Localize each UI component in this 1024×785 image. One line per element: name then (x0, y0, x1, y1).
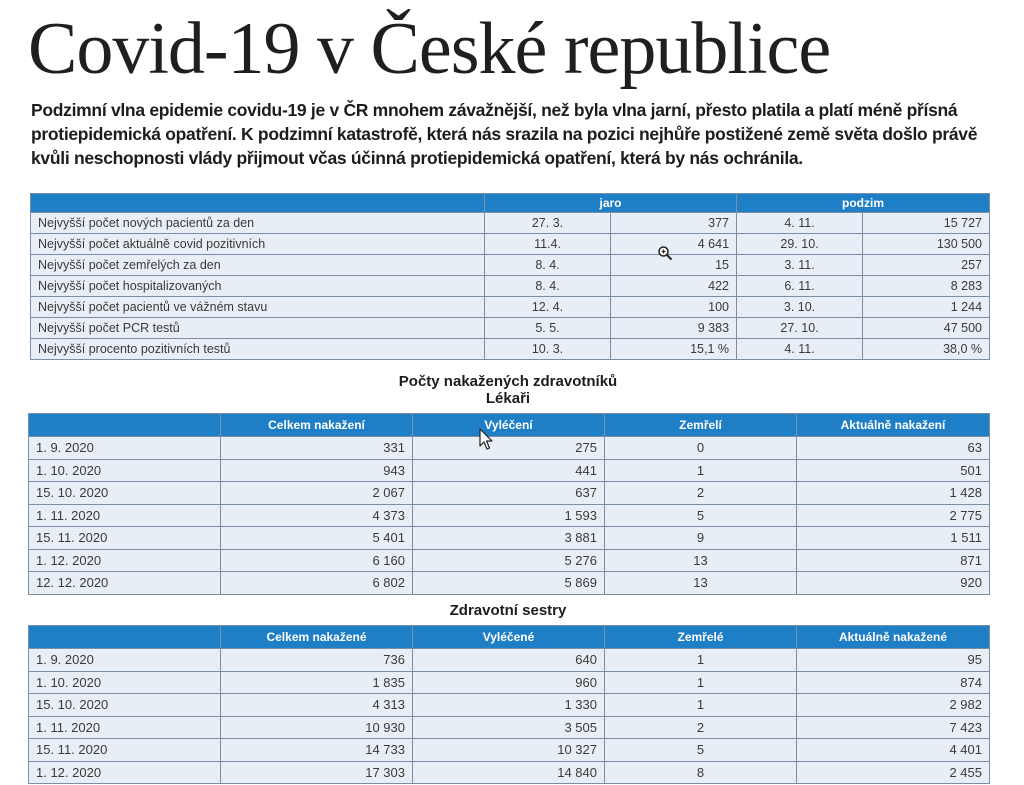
spring-date: 8. 4. (485, 276, 611, 297)
nurses-row (29, 739, 990, 762)
spring-date: 5. 5. (485, 318, 611, 339)
died-cell: 1 (605, 694, 797, 717)
header-total: Celkem nakažené (221, 626, 413, 649)
recovered-cell: 14 840 (413, 761, 605, 784)
active-cell: 2 982 (797, 694, 990, 717)
date-cell: 15. 11. 2020 (29, 739, 221, 762)
metric-label: Nejvyšší počet pacientů ve vážném stavu (31, 297, 485, 318)
date-cell: 15. 10. 2020 (29, 482, 221, 505)
spring-date: 10. 3. (485, 339, 611, 360)
recovered-cell: 1 330 (413, 694, 605, 717)
spring-value: 422 (611, 276, 737, 297)
autumn-date: 29. 10. (737, 234, 863, 255)
comparison-header-row (31, 194, 990, 213)
active-cell: 501 (797, 459, 990, 482)
date-cell: 15. 11. 2020 (29, 527, 221, 550)
active-cell: 920 (797, 572, 990, 595)
total-cell: 6 160 (221, 549, 413, 572)
active-cell: 1 511 (797, 527, 990, 550)
nurses-row (29, 649, 990, 672)
metric-label: Nejvyšší procento pozitivních testů (31, 339, 485, 360)
total-cell: 736 (221, 649, 413, 672)
total-cell: 943 (221, 459, 413, 482)
died-cell: 5 (605, 504, 797, 527)
spring-value: 9 383 (611, 318, 737, 339)
header-died: Zemřelí (605, 414, 797, 437)
comparison-row (31, 297, 990, 318)
died-cell: 1 (605, 671, 797, 694)
recovered-cell: 960 (413, 671, 605, 694)
header-autumn: podzim (737, 194, 990, 213)
total-cell: 6 802 (221, 572, 413, 595)
comparison-row (31, 276, 990, 297)
header-active: Aktuálně nakažené (797, 626, 990, 649)
spring-value: 4 641 (611, 234, 737, 255)
died-cell: 13 (605, 572, 797, 595)
spring-date: 11.4. (485, 234, 611, 255)
recovered-cell: 1 593 (413, 504, 605, 527)
total-cell: 1 835 (221, 671, 413, 694)
doctors-row (29, 437, 990, 460)
header-total: Celkem nakažení (221, 414, 413, 437)
date-cell: 15. 10. 2020 (29, 694, 221, 717)
total-cell: 4 373 (221, 504, 413, 527)
autumn-value: 38,0 % (863, 339, 990, 360)
spring-value: 377 (611, 213, 737, 234)
autumn-value: 15 727 (863, 213, 990, 234)
date-cell: 1. 12. 2020 (29, 761, 221, 784)
metric-label: Nejvyšší počet aktuálně covid pozitivních (31, 234, 485, 255)
died-cell: 1 (605, 649, 797, 672)
comparison-row (31, 234, 990, 255)
comparison-row (31, 255, 990, 276)
spring-date: 27. 3. (485, 213, 611, 234)
active-cell: 4 401 (797, 739, 990, 762)
autumn-date: 6. 11. (737, 276, 863, 297)
died-cell: 9 (605, 527, 797, 550)
autumn-date: 3. 11. (737, 255, 863, 276)
active-cell: 871 (797, 549, 990, 572)
nurses-header-blank (29, 626, 221, 649)
metric-label: Nejvyšší počet zemřelých za den (31, 255, 485, 276)
total-cell: 2 067 (221, 482, 413, 505)
comparison-table (30, 193, 990, 360)
nurses-caption: Zdravotní sestry (449, 602, 567, 619)
spring-value: 15 (611, 255, 737, 276)
nurses-table (28, 625, 990, 784)
active-cell: 2 455 (797, 761, 990, 784)
date-cell: 1. 9. 2020 (29, 649, 221, 672)
date-cell: 1. 11. 2020 (29, 504, 221, 527)
date-cell: 1. 12. 2020 (29, 549, 221, 572)
autumn-value: 257 (863, 255, 990, 276)
recovered-cell: 275 (413, 437, 605, 460)
header-recovered: Vyléčené (413, 626, 605, 649)
date-cell: 1. 10. 2020 (29, 671, 221, 694)
spring-value: 100 (611, 297, 737, 318)
metric-label: Nejvyšší počet nových pacientů za den (31, 213, 485, 234)
header-recovered: Vyléčení (413, 414, 605, 437)
active-cell: 2 775 (797, 504, 990, 527)
doctors-row (29, 527, 990, 550)
doctors-header-row (29, 414, 990, 437)
died-cell: 1 (605, 459, 797, 482)
recovered-cell: 441 (413, 459, 605, 482)
died-cell: 0 (605, 437, 797, 460)
metric-label: Nejvyšší počet hospitalizovaných (31, 276, 485, 297)
active-cell: 63 (797, 437, 990, 460)
comparison-row (31, 213, 990, 234)
active-cell: 7 423 (797, 716, 990, 739)
autumn-value: 1 244 (863, 297, 990, 318)
autumn-date: 4. 11. (737, 339, 863, 360)
comparison-row (31, 339, 990, 360)
died-cell: 8 (605, 761, 797, 784)
recovered-cell: 3 505 (413, 716, 605, 739)
doctors-row (29, 504, 990, 527)
total-cell: 10 930 (221, 716, 413, 739)
total-cell: 4 313 (221, 694, 413, 717)
autumn-date: 27. 10. (737, 318, 863, 339)
died-cell: 13 (605, 549, 797, 572)
doctors-header-blank (29, 414, 221, 437)
doctors-row (29, 459, 990, 482)
autumn-value: 8 283 (863, 276, 990, 297)
total-cell: 5 401 (221, 527, 413, 550)
recovered-cell: 5 276 (413, 549, 605, 572)
total-cell: 14 733 (221, 739, 413, 762)
doctors-caption: Lékaři (485, 390, 531, 407)
header-active: Aktuálně nakažení (797, 414, 990, 437)
date-cell: 1. 10. 2020 (29, 459, 221, 482)
mouse-pointer-icon (479, 428, 495, 452)
active-cell: 874 (797, 671, 990, 694)
metric-label: Nejvyšší počet PCR testů (31, 318, 485, 339)
header-spring: jaro (485, 194, 737, 213)
doctors-table (28, 413, 990, 595)
spring-value: 15,1 % (611, 339, 737, 360)
total-cell: 17 303 (221, 761, 413, 784)
nurses-row (29, 694, 990, 717)
comparison-row (31, 318, 990, 339)
lead-paragraph: Podzimní vlna epidemie covidu-19 je v ČR mnohem závažnější, než byla vlna jarní, přesto platila a platí méně přísná protiepidemická opatření. K podzimní katastrofě, která nás srazila na pozici nejhůře postižené země světa došlo právě kvůli neschopnosti vlády přijmout včas účinná protiepidemická opatření, která by nás ochránila. (31, 100, 978, 168)
died-cell: 5 (605, 739, 797, 762)
autumn-value: 130 500 (863, 234, 990, 255)
nurses-header-row (29, 626, 990, 649)
autumn-value: 47 500 (863, 318, 990, 339)
header-died: Zemřelé (605, 626, 797, 649)
date-cell: 12. 12. 2020 (29, 572, 221, 595)
recovered-cell: 5 869 (413, 572, 605, 595)
doctors-row (29, 572, 990, 595)
doctors-row (29, 482, 990, 505)
autumn-date: 4. 11. (737, 213, 863, 234)
recovered-cell: 10 327 (413, 739, 605, 762)
page-title: Covid-19 v České republice (28, 8, 831, 90)
health-workers-caption: Počty nakažených zdravotníků (398, 373, 618, 390)
autumn-date: 3. 10. (737, 297, 863, 318)
recovered-cell: 640 (413, 649, 605, 672)
doctors-row (29, 549, 990, 572)
recovered-cell: 637 (413, 482, 605, 505)
active-cell: 95 (797, 649, 990, 672)
total-cell: 331 (221, 437, 413, 460)
zoom-in-icon[interactable] (657, 245, 673, 261)
comparison-header-blank (31, 194, 485, 213)
date-cell: 1. 11. 2020 (29, 716, 221, 739)
date-cell: 1. 9. 2020 (29, 437, 221, 460)
died-cell: 2 (605, 716, 797, 739)
recovered-cell: 3 881 (413, 527, 605, 550)
nurses-row (29, 671, 990, 694)
spring-date: 12. 4. (485, 297, 611, 318)
died-cell: 2 (605, 482, 797, 505)
nurses-row (29, 761, 990, 784)
spring-date: 8. 4. (485, 255, 611, 276)
active-cell: 1 428 (797, 482, 990, 505)
nurses-row (29, 716, 990, 739)
